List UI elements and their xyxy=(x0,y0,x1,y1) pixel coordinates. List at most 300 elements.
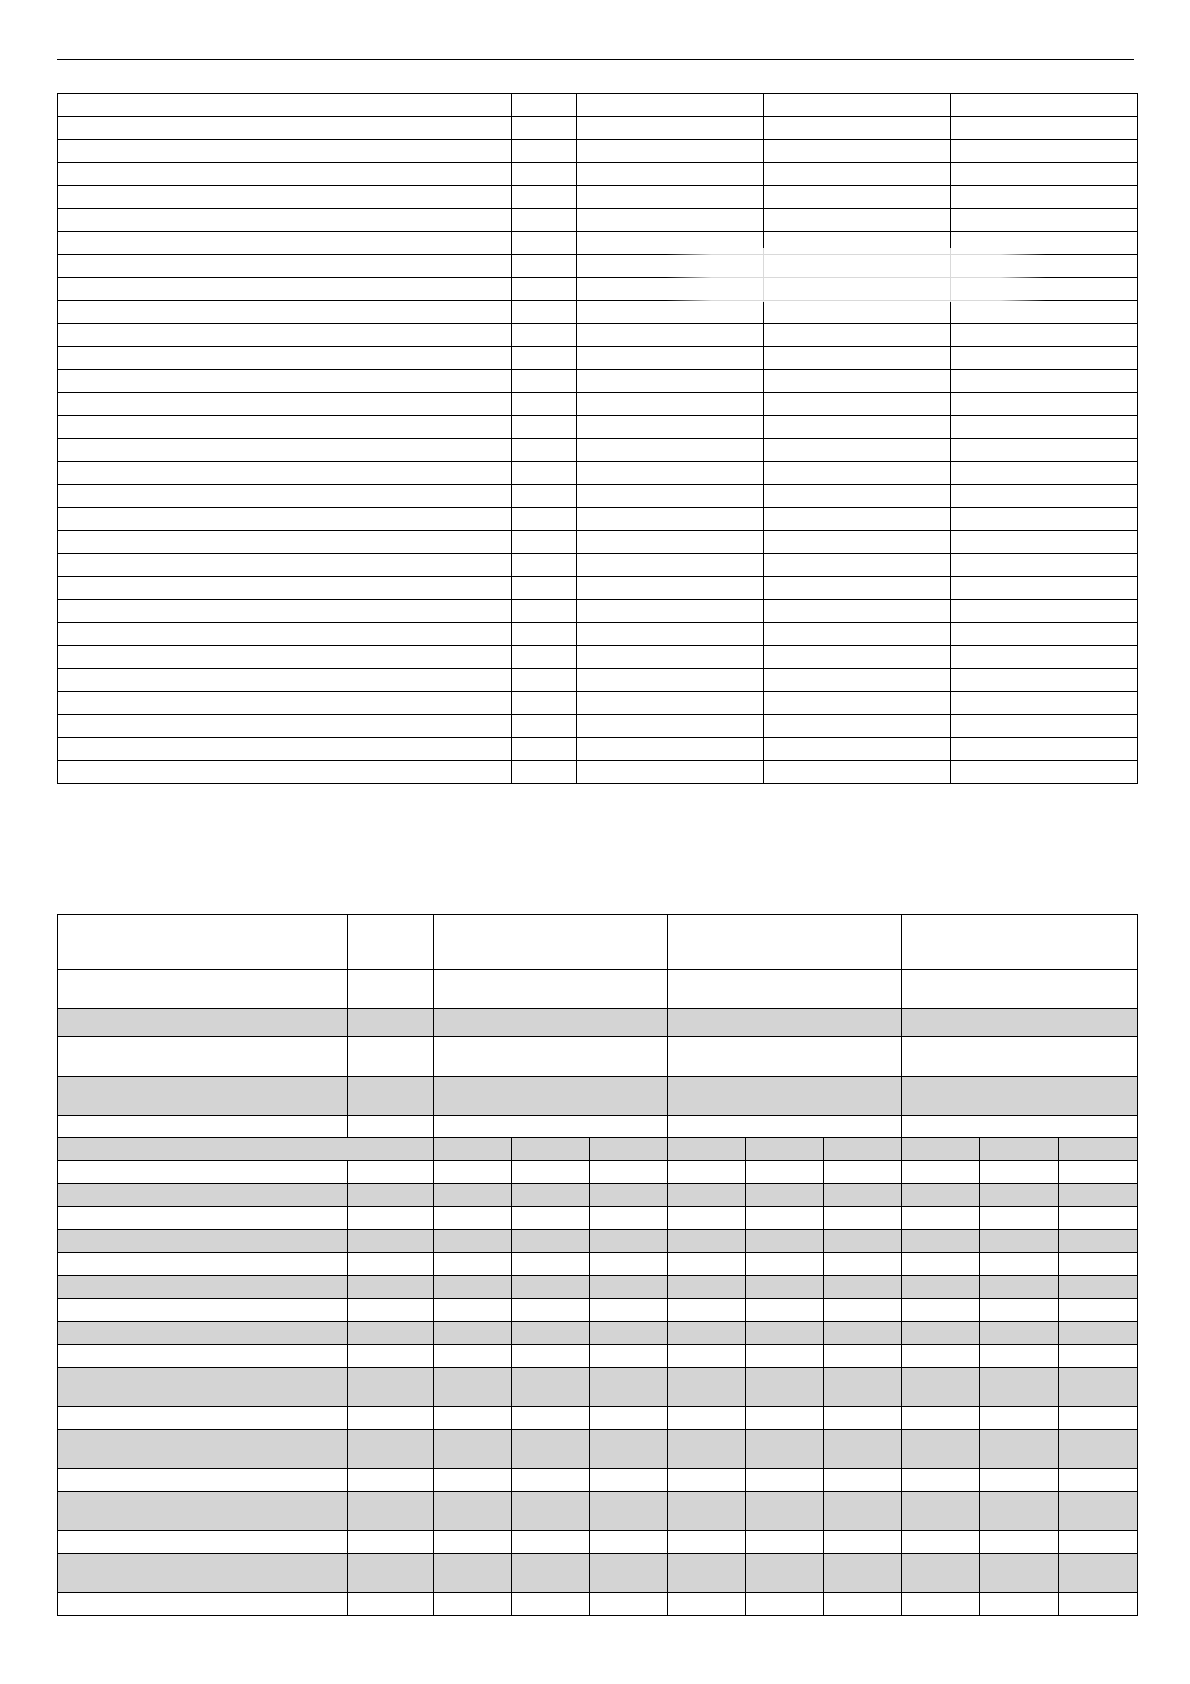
table-cell xyxy=(980,1368,1059,1407)
table-cell xyxy=(434,1492,512,1531)
table-cell xyxy=(764,485,951,508)
table-cell xyxy=(58,1009,348,1037)
table-cell xyxy=(58,1430,348,1469)
table-cell xyxy=(512,1276,590,1299)
table-cell xyxy=(764,554,951,577)
table-row xyxy=(58,439,1138,462)
table-cell xyxy=(764,508,951,531)
table-cell xyxy=(668,1009,902,1037)
table-cell xyxy=(348,1492,434,1531)
table-row xyxy=(58,347,1138,370)
table-cell xyxy=(902,1077,1138,1116)
table-cell xyxy=(668,1430,746,1469)
table-cell xyxy=(980,1276,1059,1299)
table-1 xyxy=(57,93,1138,784)
table-cell xyxy=(746,1554,824,1593)
table-cell xyxy=(764,186,951,209)
table-cell xyxy=(668,1554,746,1593)
table-cell xyxy=(348,1161,434,1184)
table-row xyxy=(58,393,1138,416)
table-row xyxy=(58,1593,1138,1616)
table-cell xyxy=(902,1345,980,1368)
table-cell xyxy=(1059,1492,1138,1531)
table-cell xyxy=(512,140,577,163)
table-cell xyxy=(348,1009,434,1037)
table-cell xyxy=(980,1322,1059,1345)
table-cell xyxy=(902,1161,980,1184)
table-cell xyxy=(951,117,1138,140)
table-cell xyxy=(512,646,577,669)
table-cell xyxy=(980,1531,1059,1554)
table-cell xyxy=(951,531,1138,554)
table-row xyxy=(58,1253,1138,1276)
table-cell xyxy=(1059,1469,1138,1492)
table-cell xyxy=(58,738,512,761)
table-cell xyxy=(980,1230,1059,1253)
table-cell xyxy=(764,577,951,600)
table-cell xyxy=(902,1138,980,1161)
table-cell xyxy=(764,324,951,347)
table-cell xyxy=(902,1184,980,1207)
table-cell xyxy=(434,1531,512,1554)
table-cell xyxy=(951,761,1138,784)
table-cell xyxy=(764,738,951,761)
table-cell xyxy=(824,1430,902,1469)
table-cell xyxy=(764,646,951,669)
table-row xyxy=(58,1345,1138,1368)
table-cell xyxy=(512,117,577,140)
table-cell xyxy=(1059,1276,1138,1299)
table-cell xyxy=(577,646,764,669)
table-cell xyxy=(980,1299,1059,1322)
table-cell xyxy=(668,1492,746,1531)
table-cell xyxy=(824,1276,902,1299)
table-cell xyxy=(434,1207,512,1230)
table-cell xyxy=(824,1407,902,1430)
table-cell xyxy=(512,1345,590,1368)
table-cell xyxy=(746,1138,824,1161)
table-cell xyxy=(668,1276,746,1299)
table-cell xyxy=(590,1345,668,1368)
table-cell xyxy=(746,1161,824,1184)
table-cell xyxy=(590,1407,668,1430)
table-cell xyxy=(668,1116,902,1138)
table-cell xyxy=(512,485,577,508)
table-cell xyxy=(590,1138,668,1161)
table-cell xyxy=(58,1037,348,1077)
table-cell xyxy=(512,715,577,738)
table-cell xyxy=(434,1116,668,1138)
table-cell xyxy=(1059,1184,1138,1207)
table-cell xyxy=(902,1407,980,1430)
table-cell xyxy=(58,1368,348,1407)
table-cell xyxy=(951,485,1138,508)
table-row xyxy=(58,1077,1138,1116)
table-cell xyxy=(746,1253,824,1276)
table-cell xyxy=(434,970,668,1009)
table-cell xyxy=(668,1322,746,1345)
table-cell xyxy=(512,324,577,347)
table-cell xyxy=(512,232,577,255)
table-cell xyxy=(980,1207,1059,1230)
table-cell xyxy=(512,669,577,692)
table-cell xyxy=(746,1492,824,1531)
table-cell xyxy=(512,623,577,646)
table-cell xyxy=(590,1322,668,1345)
table-cell xyxy=(1059,1322,1138,1345)
table-cell xyxy=(668,1184,746,1207)
table-cell xyxy=(58,1253,348,1276)
table-cell xyxy=(668,1299,746,1322)
table-cell xyxy=(824,1368,902,1407)
table-cell xyxy=(434,1161,512,1184)
table-row xyxy=(58,163,1138,186)
table-cell xyxy=(668,1593,746,1616)
table-cell xyxy=(577,485,764,508)
table-cell xyxy=(902,1430,980,1469)
table-cell xyxy=(348,1077,434,1116)
table-row xyxy=(58,94,1138,117)
table-cell xyxy=(512,1407,590,1430)
table-cell xyxy=(512,554,577,577)
table-row xyxy=(58,1276,1138,1299)
table-cell xyxy=(980,1253,1059,1276)
table-cell xyxy=(512,1138,590,1161)
table-cell xyxy=(577,508,764,531)
table-cell xyxy=(668,1138,746,1161)
table-cell xyxy=(764,393,951,416)
table-cell xyxy=(902,915,1138,970)
table-cell xyxy=(764,416,951,439)
table-cell xyxy=(590,1492,668,1531)
table-row xyxy=(58,915,1138,970)
table-cell xyxy=(668,1531,746,1554)
table-cell xyxy=(434,1009,668,1037)
table-cell xyxy=(824,1207,902,1230)
table-cell xyxy=(746,1276,824,1299)
table-row xyxy=(58,370,1138,393)
table-cell xyxy=(58,140,512,163)
table-cell xyxy=(824,1230,902,1253)
table-cell xyxy=(951,554,1138,577)
table-cell xyxy=(58,761,512,784)
table-cell xyxy=(348,1368,434,1407)
table-cell xyxy=(902,970,1138,1009)
table-cell xyxy=(824,1531,902,1554)
table-cell xyxy=(980,1492,1059,1531)
table-row xyxy=(58,416,1138,439)
table-cell xyxy=(577,554,764,577)
table-cell xyxy=(764,117,951,140)
table-cell xyxy=(980,1469,1059,1492)
table-cell xyxy=(902,1322,980,1345)
table-cell xyxy=(348,1184,434,1207)
table-cell xyxy=(902,1492,980,1531)
table-cell xyxy=(590,1368,668,1407)
table-cell xyxy=(951,669,1138,692)
table-cell xyxy=(668,1161,746,1184)
table-cell xyxy=(764,692,951,715)
table-cell xyxy=(512,1230,590,1253)
table-row xyxy=(58,1554,1138,1593)
table-cell xyxy=(58,646,512,669)
table-row xyxy=(58,1138,1138,1161)
table-cell xyxy=(764,347,951,370)
table-cell xyxy=(764,462,951,485)
table-cell xyxy=(348,1469,434,1492)
table-cell xyxy=(512,531,577,554)
table-cell xyxy=(746,1368,824,1407)
table-cell xyxy=(902,1253,980,1276)
table-cell xyxy=(764,669,951,692)
table-row xyxy=(58,738,1138,761)
table-cell xyxy=(58,1469,348,1492)
table-cell xyxy=(668,1368,746,1407)
table-cell xyxy=(1059,1230,1138,1253)
table-cell xyxy=(668,915,902,970)
table-cell xyxy=(951,186,1138,209)
table-cell xyxy=(746,1593,824,1616)
table-cell xyxy=(58,554,512,577)
table-cell xyxy=(764,531,951,554)
table-cell xyxy=(58,715,512,738)
table-cell xyxy=(434,1430,512,1469)
table-cell xyxy=(58,1184,348,1207)
table-cell xyxy=(951,301,1138,324)
table-cell xyxy=(824,1322,902,1345)
table-cell xyxy=(577,715,764,738)
table-row xyxy=(58,715,1138,738)
table-row xyxy=(58,600,1138,623)
table-cell xyxy=(348,1593,434,1616)
table-cell xyxy=(1059,1345,1138,1368)
table-cell xyxy=(764,600,951,623)
table-cell xyxy=(902,1207,980,1230)
table-cell xyxy=(902,1593,980,1616)
table-row xyxy=(58,301,1138,324)
table-cell xyxy=(577,140,764,163)
table-row xyxy=(58,117,1138,140)
table-cell xyxy=(58,1116,348,1138)
table-cell xyxy=(434,1230,512,1253)
table-cell xyxy=(348,1407,434,1430)
table-row xyxy=(58,1299,1138,1322)
table-cell xyxy=(951,462,1138,485)
table-cell xyxy=(1059,1207,1138,1230)
table-cell xyxy=(590,1207,668,1230)
table-cell xyxy=(590,1184,668,1207)
table-cell xyxy=(824,1492,902,1531)
table-cell xyxy=(58,1322,348,1345)
table-cell xyxy=(512,1492,590,1531)
table-cell xyxy=(577,163,764,186)
table-cell xyxy=(902,1230,980,1253)
table-cell xyxy=(434,1253,512,1276)
table-cell xyxy=(824,1469,902,1492)
table-cell xyxy=(951,370,1138,393)
table-cell xyxy=(348,1276,434,1299)
table-cell xyxy=(980,1430,1059,1469)
table-cell xyxy=(1059,1430,1138,1469)
table-row xyxy=(58,1430,1138,1469)
table-row xyxy=(58,462,1138,485)
table-cell xyxy=(590,1276,668,1299)
table-cell xyxy=(58,970,348,1009)
table-cell xyxy=(902,1009,1138,1037)
table-cell xyxy=(951,508,1138,531)
table-row xyxy=(58,1037,1138,1077)
table-cell xyxy=(434,915,668,970)
table-cell xyxy=(980,1345,1059,1368)
table-cell xyxy=(512,1554,590,1593)
table-cell xyxy=(348,970,434,1009)
table-cell xyxy=(58,393,512,416)
table-cell xyxy=(58,1230,348,1253)
scan-fade xyxy=(666,248,1046,302)
table-cell xyxy=(58,301,512,324)
table-cell xyxy=(590,1161,668,1184)
table-cell xyxy=(58,439,512,462)
table-cell xyxy=(902,1116,1138,1138)
table-row xyxy=(58,1116,1138,1138)
table-cell xyxy=(951,600,1138,623)
table-cell xyxy=(577,416,764,439)
table-cell xyxy=(1059,1299,1138,1322)
table-cell xyxy=(902,1037,1138,1077)
table-cell xyxy=(58,692,512,715)
table-cell xyxy=(58,1345,348,1368)
table-cell xyxy=(577,393,764,416)
table-cell xyxy=(824,1253,902,1276)
table-cell xyxy=(764,163,951,186)
table-cell xyxy=(512,761,577,784)
table-cell xyxy=(577,738,764,761)
table-cell xyxy=(902,1299,980,1322)
table-row xyxy=(58,1407,1138,1430)
table-cell xyxy=(577,692,764,715)
table-cell xyxy=(577,531,764,554)
table-cell xyxy=(58,462,512,485)
table-cell xyxy=(951,163,1138,186)
table-cell xyxy=(512,209,577,232)
table-cell xyxy=(1059,1138,1138,1161)
table-cell xyxy=(58,577,512,600)
table-cell xyxy=(512,600,577,623)
table-cell xyxy=(58,416,512,439)
table-cell xyxy=(577,669,764,692)
table-cell xyxy=(746,1345,824,1368)
table-cell xyxy=(668,970,902,1009)
table-cell xyxy=(951,209,1138,232)
table-cell xyxy=(590,1554,668,1593)
table-cell xyxy=(980,1554,1059,1593)
table-row xyxy=(58,531,1138,554)
table-cell xyxy=(824,1161,902,1184)
table-row xyxy=(58,324,1138,347)
table-cell xyxy=(512,278,577,301)
table-cell xyxy=(980,1184,1059,1207)
table-cell xyxy=(746,1322,824,1345)
table-cell xyxy=(824,1345,902,1368)
table-cell xyxy=(512,508,577,531)
table-cell xyxy=(668,1207,746,1230)
table-cell xyxy=(668,1469,746,1492)
table-cell xyxy=(1059,1407,1138,1430)
table-row xyxy=(58,692,1138,715)
table-cell xyxy=(951,347,1138,370)
table-row xyxy=(58,761,1138,784)
table-cell xyxy=(1059,1531,1138,1554)
table-cell xyxy=(951,94,1138,117)
table-cell xyxy=(512,186,577,209)
table-cell xyxy=(434,1077,668,1116)
table-cell xyxy=(980,1161,1059,1184)
table-row xyxy=(58,1531,1138,1554)
table-cell xyxy=(577,186,764,209)
table-cell xyxy=(348,1299,434,1322)
table-row xyxy=(58,1469,1138,1492)
table-cell xyxy=(58,186,512,209)
table-cell xyxy=(512,1184,590,1207)
table-cell xyxy=(348,1531,434,1554)
table-cell xyxy=(348,1207,434,1230)
table-row xyxy=(58,209,1138,232)
table-row xyxy=(58,140,1138,163)
table-cell xyxy=(746,1531,824,1554)
table-cell xyxy=(348,1430,434,1469)
table-cell xyxy=(58,209,512,232)
table-row xyxy=(58,669,1138,692)
table-2 xyxy=(57,914,1138,1616)
table-cell xyxy=(951,715,1138,738)
table-cell xyxy=(577,623,764,646)
table-cell xyxy=(1059,1161,1138,1184)
table-cell xyxy=(951,416,1138,439)
table-cell xyxy=(58,623,512,646)
table-cell xyxy=(824,1138,902,1161)
table-cell xyxy=(590,1430,668,1469)
table-cell xyxy=(764,370,951,393)
table-cell xyxy=(434,1407,512,1430)
table-cell xyxy=(434,1554,512,1593)
table-cell xyxy=(58,1138,434,1161)
table-row xyxy=(58,623,1138,646)
table-cell xyxy=(746,1299,824,1322)
table-cell xyxy=(58,915,348,970)
table-row xyxy=(58,508,1138,531)
table-cell xyxy=(577,301,764,324)
table-cell xyxy=(58,347,512,370)
table-cell xyxy=(434,1138,512,1161)
table-cell xyxy=(58,117,512,140)
header-rule xyxy=(57,59,1134,60)
table-cell xyxy=(434,1345,512,1368)
table-cell xyxy=(590,1299,668,1322)
table-cell xyxy=(902,1368,980,1407)
table-cell xyxy=(512,1253,590,1276)
table-cell xyxy=(951,738,1138,761)
table-cell xyxy=(824,1554,902,1593)
table-cell xyxy=(434,1299,512,1322)
table-cell xyxy=(58,163,512,186)
table-cell xyxy=(512,439,577,462)
table-cell xyxy=(512,692,577,715)
table-cell xyxy=(512,370,577,393)
table-cell xyxy=(434,1037,668,1077)
table-cell xyxy=(434,1184,512,1207)
table-cell xyxy=(577,370,764,393)
table-cell xyxy=(512,1430,590,1469)
